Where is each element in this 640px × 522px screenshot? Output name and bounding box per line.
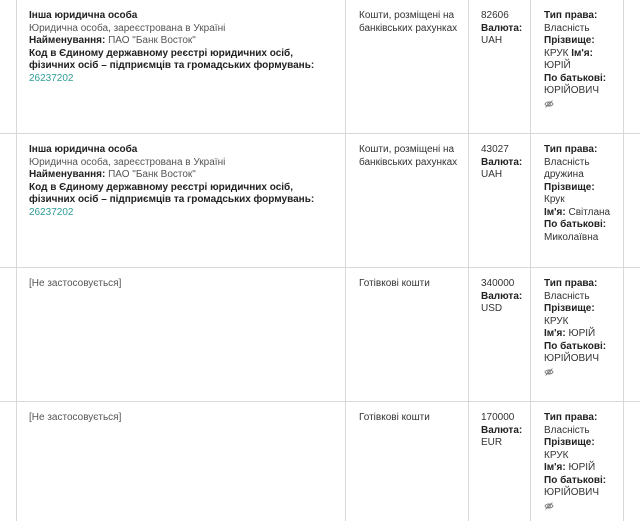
patronymic-value: ЮРІЙОВИЧ xyxy=(544,487,600,498)
currency: EUR xyxy=(481,437,503,448)
first-name-label: Ім'я: xyxy=(544,462,566,473)
surname-value: КРУК xyxy=(544,315,569,327)
currency-label: Валюта: xyxy=(481,156,523,168)
currency: USD xyxy=(481,303,503,314)
currency-label: Валюта: xyxy=(481,290,523,302)
asset-type: Кошти, розміщені на банківських рахунках xyxy=(359,144,458,168)
not-applicable-text: [Не застосовується] xyxy=(29,278,122,289)
entity-title: Інша юридична особа xyxy=(29,144,138,155)
name-label: Найменування: xyxy=(29,169,106,180)
patronymic-value: ЮРІЙОВИЧ xyxy=(544,85,600,96)
eye-slash-icon[interactable] xyxy=(544,367,554,377)
code-label: Код в Єдиному державному реєстрі юридичних осіб, фізичних осіб – підприємців та громадських формувань: xyxy=(29,181,315,205)
rights-label: Тип права: xyxy=(544,278,598,289)
code-label: Код в Єдиному державному реєстрі юридичних осіб, фізичних осіб – підприємців та громадських формувань: xyxy=(29,47,315,71)
patronymic-label: По батькові: xyxy=(544,474,607,486)
surname-label: Прізвище: xyxy=(544,437,595,448)
first-name-value: ЮРІЙ xyxy=(544,60,571,71)
amount: 340000 xyxy=(481,278,515,289)
entity-subtitle: Юридична особа, зареєстрована в Україні xyxy=(29,22,226,34)
surname-value: Крук xyxy=(544,194,565,205)
rights-value: Власність xyxy=(544,290,590,302)
owner-cell xyxy=(544,278,616,378)
surname-label: Прізвище: xyxy=(544,181,595,193)
first-name-value: Світлана xyxy=(568,206,611,218)
first-name-label: Ім'я: xyxy=(571,47,593,59)
amount: 43027 xyxy=(481,144,509,155)
code-link[interactable]: 26237202 xyxy=(29,206,74,218)
currency-label: Валюта: xyxy=(481,424,523,436)
rights-value: Власність xyxy=(544,424,590,436)
rights-value: Власність дружина xyxy=(544,156,590,180)
amount: 170000 xyxy=(481,412,515,423)
entity-title: Інша юридична особа xyxy=(29,10,138,21)
patronymic-label: По батькові: xyxy=(544,340,607,352)
surname-value: КРУК xyxy=(544,449,569,461)
surname-label: Прізвище: xyxy=(544,303,595,314)
currency-label: Валюта: xyxy=(481,22,523,34)
rights-value: Власність xyxy=(544,22,590,34)
amount: 82606 xyxy=(481,10,509,21)
first-name-value: ЮРІЙ xyxy=(568,462,596,473)
counterparty-cell xyxy=(29,144,341,219)
asset-type: Кошти, розміщені на банківських рахунках xyxy=(359,10,458,34)
first-name-label: Ім'я: xyxy=(544,206,566,218)
first-name-label: Ім'я: xyxy=(544,328,566,339)
currency: UAH xyxy=(481,35,503,46)
amount-cell xyxy=(481,278,527,316)
amount-cell xyxy=(481,144,527,182)
rights-label: Тип права: xyxy=(544,10,598,21)
name-value: ПАО "Банк Восток" xyxy=(108,169,196,180)
entity-subtitle: Юридична особа, зареєстрована в Україні xyxy=(29,156,226,168)
rights-label: Тип права: xyxy=(544,412,598,423)
code-link[interactable]: 26237202 xyxy=(29,72,74,84)
not-applicable-text: [Не застосовується] xyxy=(29,412,122,423)
patronymic-value: Миколаївна xyxy=(544,231,599,243)
owner-cell xyxy=(544,10,616,110)
asset-type: Готівкові кошти xyxy=(359,278,430,289)
amount-cell xyxy=(481,10,527,48)
eye-slash-icon[interactable] xyxy=(544,501,554,511)
owner-cell xyxy=(544,412,616,512)
rights-label: Тип права: xyxy=(544,144,598,155)
name-value: ПАО "Банк Восток" xyxy=(108,35,196,46)
eye-slash-icon[interactable] xyxy=(544,99,554,109)
counterparty-cell xyxy=(29,10,341,85)
name-label: Найменування: xyxy=(29,35,106,46)
surname-value: КРУК xyxy=(544,47,569,59)
patronymic-label: По батькові: xyxy=(544,72,607,84)
asset-type: Готівкові кошти xyxy=(359,412,430,423)
owner-cell xyxy=(544,144,616,244)
currency: UAH xyxy=(481,169,503,180)
first-name-value: ЮРІЙ xyxy=(568,328,596,339)
surname-label: Прізвище: xyxy=(544,35,595,46)
patronymic-label: По батькові: xyxy=(544,219,607,230)
patronymic-value: ЮРІЙОВИЧ xyxy=(544,353,600,364)
amount-cell xyxy=(481,412,527,450)
